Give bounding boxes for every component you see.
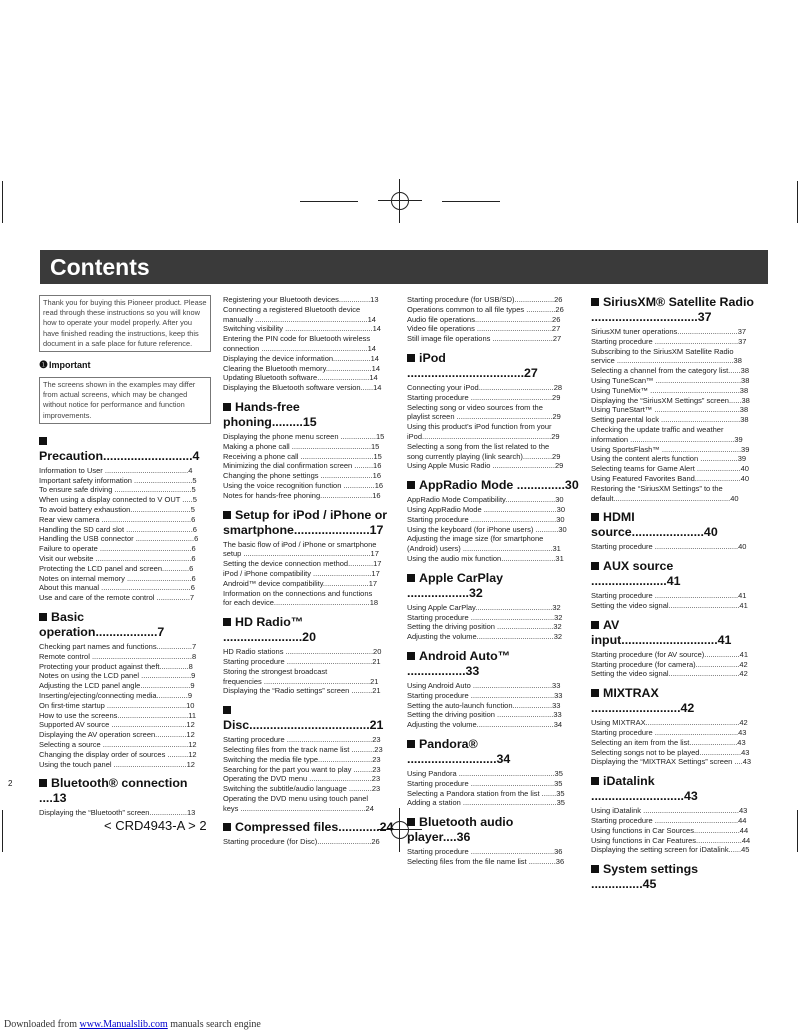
toc-entry[interactable]: Notes for hands-free phoning.........................16 xyxy=(223,490,381,500)
toc-entry[interactable]: Displaying the “Radio settings” screen ..........21 xyxy=(223,686,381,696)
toc-section xyxy=(591,862,763,892)
toc-entry[interactable]: Setting the video signal..................................42 xyxy=(591,669,748,679)
toc-entry[interactable]: Selecting a Pandora station from the list .......35 xyxy=(407,788,565,798)
toc-entry[interactable]: Displaying the “Bluetooth” screen..................13 xyxy=(39,808,196,818)
toc-entry[interactable]: Setting the driving position ...........................33 xyxy=(407,710,562,720)
toc-entry[interactable]: Starting procedure ........................................44 xyxy=(591,815,747,825)
square-bullet-icon xyxy=(591,621,599,629)
section-heading-text: Disc...................................21 xyxy=(223,718,384,733)
section-heading-text: Basic operation..................7 xyxy=(39,609,165,639)
rule-top-left xyxy=(300,201,358,202)
toc-entry[interactable]: Displaying the device information..................14 xyxy=(223,353,379,363)
toc-entry[interactable]: Starting procedure ........................................41 xyxy=(591,591,747,601)
toc-entry[interactable]: Starting procedure ........................................43 xyxy=(591,727,747,737)
toc-entry[interactable]: To avoid battery exhaustion.............................5 xyxy=(39,505,195,515)
toc-entry[interactable]: HD Radio stations ..........................................20 xyxy=(223,647,382,657)
footer-prefix: Downloaded from xyxy=(4,1019,80,1030)
toc-entry[interactable]: Displaying the AV operation screen...............12 xyxy=(39,730,195,740)
section-heading-text: Bluetooth® connection ....13 xyxy=(39,776,188,806)
toc-entry[interactable]: Starting procedure ........................................40 xyxy=(591,542,747,552)
toc-entry[interactable]: Using the voice recognition function ...............16 xyxy=(223,480,384,490)
intro-box: Thank you for buying this Pioneer product. Please read through these instructions so you will know how to operate your model properly. After you have finished reading the instructions, keep this document in a safe place for future reference. xyxy=(39,295,211,352)
toc-column-1 xyxy=(39,295,211,818)
toc-entry[interactable]: manually ......................................................14 xyxy=(223,314,376,324)
toc-entry[interactable]: Setting the video signal..................................41 xyxy=(591,600,748,610)
toc-entry[interactable]: Minimizing the dial confirmation screen .........16 xyxy=(223,461,382,471)
manualslib-link[interactable]: www.Manualslib.com xyxy=(79,1019,168,1030)
toc-entry[interactable]: On first-time startup ......................................10 xyxy=(39,700,195,710)
toc-section xyxy=(407,351,579,471)
toc-section xyxy=(39,776,211,818)
toc-entry[interactable]: frequencies ...................................................21 xyxy=(223,676,379,686)
toc-entry[interactable]: default........................................................40 xyxy=(591,493,739,503)
square-bullet-icon xyxy=(591,689,599,697)
toc-section xyxy=(591,618,763,679)
toc-entry[interactable]: song currently playing (link search)..............29 xyxy=(407,451,561,461)
toc-section xyxy=(223,295,395,393)
square-bullet-icon xyxy=(591,562,599,570)
section-heading[interactable] xyxy=(223,400,395,430)
section-heading-text: Hands-free phoning.........15 xyxy=(223,399,317,429)
toc-entry[interactable]: Using Android Auto ......................................33 xyxy=(407,680,561,690)
section-heading-text: Precaution..........................4 xyxy=(39,448,200,463)
toc-entry[interactable]: Adding a station .............................................35 xyxy=(407,798,565,808)
toc-entry[interactable]: Failure to operate ............................................6 xyxy=(39,544,196,554)
section-heading[interactable] xyxy=(223,820,395,835)
toc-entry[interactable]: Visit our website ..............................................6 xyxy=(39,554,196,563)
footer-suffix: manuals search engine xyxy=(167,1019,261,1030)
toc-section xyxy=(591,295,763,503)
toc-entry[interactable]: Starting procedure ........................................32 xyxy=(407,612,563,622)
toc-entry[interactable]: Checking the update traffic and weather xyxy=(591,424,724,434)
section-heading[interactable] xyxy=(39,610,211,640)
toc-entry[interactable]: information ..................................................39 xyxy=(591,434,743,444)
toc-entry[interactable]: Starting procedure ........................................35 xyxy=(407,778,563,788)
section-heading[interactable] xyxy=(591,510,763,540)
toc-entry[interactable]: Changing the phone settings .........................16 xyxy=(223,471,382,481)
toc-entry[interactable]: Connecting a registered Bluetooth device xyxy=(223,304,361,314)
section-heading-text: Android Auto™ .................33 xyxy=(407,648,511,678)
square-bullet-icon xyxy=(223,403,231,411)
toc-entry[interactable]: Important safety information ............................5 xyxy=(39,475,197,485)
square-bullet-icon xyxy=(407,481,415,489)
page-title: Contents xyxy=(40,250,768,284)
toc-entry[interactable]: Displaying the “MIXTRAX Settings” screen ....43 xyxy=(591,757,752,767)
toc-entry[interactable]: Information to User ........................................4 xyxy=(39,465,193,475)
toc-entry[interactable]: Protecting the LCD panel and screen.............6 xyxy=(39,563,194,573)
section-heading-text: System settings ...............45 xyxy=(591,862,699,892)
section-heading-text: Apple CarPlay ..................32 xyxy=(407,570,504,600)
crop-mark-right-top xyxy=(797,181,798,223)
square-bullet-icon xyxy=(407,652,415,660)
toc-entry[interactable]: Starting procedure (for Disc)..........................26 xyxy=(223,837,380,847)
toc-sections xyxy=(407,295,579,867)
toc-entry[interactable]: Using the keyboard (for iPhone users) ...........30 xyxy=(407,524,567,534)
toc-entry[interactable]: Clearing the Bluetooth memory......................14 xyxy=(223,363,381,373)
toc-column-2 xyxy=(223,295,395,847)
toc-entry[interactable]: Setting the driving position ...........................32 xyxy=(407,622,562,632)
toc-entry[interactable]: Supported AV source ....................................12 xyxy=(39,720,195,730)
registration-mark-top xyxy=(378,179,422,223)
square-bullet-icon xyxy=(39,613,47,621)
toc-entry[interactable]: The basic flow of iPod / iPhone or smartphone xyxy=(223,539,377,549)
square-bullet-icon xyxy=(591,865,599,873)
toc-section xyxy=(407,649,579,730)
square-bullet-icon xyxy=(223,511,231,519)
toc-column-4 xyxy=(591,295,763,894)
toc-entry[interactable]: Starting procedure ........................................37 xyxy=(591,336,747,346)
toc-entry[interactable]: Displaying the Bluetooth software version......14 xyxy=(223,383,382,393)
toc-entry[interactable]: Audio file operations.....................................26 xyxy=(407,314,561,324)
section-heading-text: HDMI source.....................40 xyxy=(591,510,718,540)
section-heading[interactable] xyxy=(591,686,763,716)
section-heading-text: AUX source ......................41 xyxy=(591,559,681,589)
crop-mark-left-bottom xyxy=(2,810,3,852)
section-heading[interactable] xyxy=(407,478,579,493)
toc-entry[interactable]: About this manual ...........................................6 xyxy=(39,583,195,593)
toc-entry[interactable]: Changing the display order of sources ..........12 xyxy=(39,749,197,759)
section-heading-text: Bluetooth audio player....36 xyxy=(407,815,514,845)
section-heading[interactable] xyxy=(591,862,763,892)
toc-entry[interactable]: Subscribing to the SiriusXM Satellite Radio xyxy=(591,346,734,356)
toc-entry[interactable]: Switching visibility ..........................................14 xyxy=(223,324,381,334)
toc-entry[interactable]: To ensure safe driving .....................................5 xyxy=(39,485,196,495)
toc-entry[interactable]: Adjusting the LCD panel angle........................9 xyxy=(39,681,195,691)
toc-entry[interactable]: Operating the DVD menu using touch panel xyxy=(223,793,369,803)
toc-entry[interactable]: Using the touch panel ...................................12 xyxy=(39,759,195,769)
toc-entry[interactable]: Selecting files from the file name list .............36 xyxy=(407,856,565,866)
toc-entry[interactable]: AppRadio Mode Compatibility........................30 xyxy=(407,495,564,505)
section-heading[interactable] xyxy=(407,649,579,679)
toc-entry[interactable]: Using Featured Favorites Band......................40 xyxy=(591,473,749,483)
toc-entry[interactable]: Using Apple CarPlay.....................................32 xyxy=(407,602,561,612)
toc-entry[interactable]: iPod / iPhone compatibility ............................17 xyxy=(223,568,380,578)
section-heading[interactable] xyxy=(223,508,395,538)
toc-entry[interactable]: Remote control ................................................8 xyxy=(39,651,197,661)
square-bullet-icon xyxy=(39,779,47,787)
toc-entry[interactable]: connection ...................................................14 xyxy=(223,343,376,353)
toc-entry[interactable]: Selecting a channel from the category list......38 xyxy=(591,366,750,376)
toc-entry[interactable]: Handling the USB connector ............................6 xyxy=(39,534,199,544)
download-footer xyxy=(4,1019,261,1030)
toc-entry[interactable]: Connecting your iPod....................................28 xyxy=(407,382,563,392)
toc-entry[interactable]: Rear view camera ...........................................6 xyxy=(39,514,196,524)
section-heading[interactable] xyxy=(407,571,579,601)
toc-entry[interactable]: setup .............................................................17 xyxy=(223,549,379,559)
section-heading-text: Pandora® ..........................34 xyxy=(407,736,511,766)
section-heading[interactable] xyxy=(591,774,763,804)
toc-column-3 xyxy=(407,295,579,867)
section-heading-text: SiriusXM® Satellite Radio ...............................37 xyxy=(591,295,754,324)
toc-entry[interactable]: (Android) users) ...........................................31 xyxy=(407,544,561,554)
section-heading[interactable] xyxy=(591,559,763,589)
square-bullet-icon xyxy=(407,818,415,826)
toc-entry[interactable]: Using TuneMix™ ...........................................38 xyxy=(591,385,749,395)
toc-entry[interactable]: Using Apple Music Radio ..............................29 xyxy=(407,461,564,471)
section-heading[interactable] xyxy=(407,351,579,381)
toc-entry[interactable]: Using this product’s iPod function from your xyxy=(407,422,552,432)
toc-entry[interactable]: Selecting song or video sources from the xyxy=(407,402,543,412)
toc-entry[interactable]: Using MIXTRAX.............................................42 xyxy=(591,718,748,728)
toc-entry[interactable]: Using iDatalink ..............................................43 xyxy=(591,806,748,816)
toc-entry[interactable]: Setting parental lock ......................................38 xyxy=(591,415,749,425)
toc-entry[interactable]: Selecting teams for Game Alert .....................40 xyxy=(591,464,749,474)
toc-entry[interactable]: Starting procedure .........................................30 xyxy=(407,514,565,524)
toc-entry[interactable]: Starting procedure .......................................29 xyxy=(407,392,561,402)
toc-entry[interactable]: Adjusting the volume.....................................32 xyxy=(407,632,563,642)
important-icon: ❶ xyxy=(39,360,48,372)
toc-entry[interactable]: Displaying the “SiriusXM Settings” screen......38 xyxy=(591,395,750,405)
toc-entry[interactable]: SiriusXM tuner operations.............................37 xyxy=(591,327,747,336)
document-code: < CRD4943-A > 2 xyxy=(104,818,207,833)
toc-section xyxy=(223,508,395,609)
toc-entry[interactable]: When using a display connected to V OUT .....5 xyxy=(39,495,197,505)
toc-entry[interactable]: Starting procedure (for USB/SD)...................26 xyxy=(407,295,563,304)
toc-entry[interactable]: Still image file operations .............................27 xyxy=(407,334,562,344)
toc-entry[interactable]: Starting procedure (for camera).....................42 xyxy=(591,659,748,669)
toc-entry[interactable]: Setting the device connection method............17 xyxy=(223,559,382,569)
toc-entry[interactable]: Information on the connections and functions xyxy=(223,588,373,598)
toc-section xyxy=(407,295,579,344)
section-heading-text: AppRadio Mode ..............30 xyxy=(419,478,579,493)
toc-entry[interactable]: Checking part names and functions.................7 xyxy=(39,641,197,651)
toc-entry[interactable]: Handling the SD card slot ................................6 xyxy=(39,524,197,534)
toc-entry[interactable]: Using TuneStart™ .........................................38 xyxy=(591,405,749,415)
toc-entry[interactable]: Updating Bluetooth software.........................14 xyxy=(223,373,378,383)
toc-entry[interactable]: How to use the screens..................................11 xyxy=(39,710,197,720)
section-heading[interactable] xyxy=(223,703,395,733)
toc-entry[interactable]: iPod..............................................................29 xyxy=(407,431,560,441)
toc-entry[interactable]: Switching the media file type..........................23 xyxy=(223,754,381,764)
toc-section xyxy=(223,703,395,813)
toc-entry[interactable]: Starting procedure .........................................23 xyxy=(223,735,381,745)
toc-sections xyxy=(223,295,395,847)
toc-section xyxy=(39,434,211,603)
toc-sections xyxy=(591,295,763,892)
toc-entry[interactable]: Starting procedure ........................................36 xyxy=(407,847,563,857)
important-label: Important xyxy=(48,360,91,371)
square-bullet-icon xyxy=(223,618,231,626)
toc-entry[interactable]: Selecting a source .........................................12 xyxy=(39,739,197,749)
square-bullet-icon xyxy=(407,354,415,362)
toc-entry[interactable]: Storing the strongest broadcast xyxy=(223,666,328,676)
page-number: 2 xyxy=(8,779,13,788)
toc-entry[interactable]: Entering the PIN code for Bluetooth wireless xyxy=(223,334,371,344)
toc-section xyxy=(591,774,763,855)
section-heading-text: AV input............................41 xyxy=(591,617,732,647)
square-bullet-icon xyxy=(407,740,415,748)
toc-entry[interactable]: Using Pandora ..............................................35 xyxy=(407,768,563,778)
toc-entry[interactable]: for each device..............................................18 xyxy=(223,598,379,608)
toc-entry[interactable]: Starting procedure ........................................33 xyxy=(407,690,563,700)
toc-entry[interactable]: Notes on using the LCD panel ........................9 xyxy=(39,671,196,681)
section-heading-text: Setup for iPod / iPhone or smartphone......................17 xyxy=(223,507,388,537)
toc-sections xyxy=(39,434,211,818)
toc-entry[interactable]: Restoring the “SiriusXM Settings” to the xyxy=(591,483,723,493)
section-heading-text: MIXTRAX ..........................42 xyxy=(591,686,695,716)
square-bullet-icon xyxy=(223,823,231,831)
square-bullet-icon xyxy=(39,437,47,445)
crop-mark-right-bottom xyxy=(797,810,798,852)
toc-entry[interactable]: Android™ device compatibility......................17 xyxy=(223,578,378,588)
crop-mark-left-top xyxy=(2,181,3,223)
toc-entry[interactable]: Selecting files from the track name list ...........23 xyxy=(223,744,383,754)
square-bullet-icon xyxy=(223,706,231,714)
toc-section xyxy=(223,820,395,847)
toc-entry[interactable]: Starting procedure (for AV source).................41 xyxy=(591,649,749,659)
toc-entry[interactable]: Using AppRadio Mode ...................................30 xyxy=(407,504,565,514)
toc-section xyxy=(407,478,579,564)
important-box: The screens shown in the examples may differ from actual screens, which may be changed without notice for performance and function improvements. xyxy=(39,377,211,424)
toc-entry[interactable]: Protecting your product against theft..............8 xyxy=(39,661,193,671)
toc-entry[interactable]: Displaying the phone menu screen .................15 xyxy=(223,431,385,441)
rule-top-right xyxy=(442,201,500,202)
toc-entry[interactable]: Adjusting the image size (for smartphone xyxy=(407,534,544,544)
toc-entry[interactable]: Displaying the setting screen for iDatalink......45 xyxy=(591,845,750,855)
toc-entry[interactable]: Using the content alerts function ..................39 xyxy=(591,454,747,464)
toc-entry[interactable]: Video file operations ....................................27 xyxy=(407,324,561,334)
section-heading-text: iPod ..................................27 xyxy=(407,350,538,380)
section-heading[interactable] xyxy=(591,295,763,325)
section-heading-text: iDatalink ...........................43 xyxy=(591,774,698,804)
section-heading-text: Compressed files............24 xyxy=(235,820,394,835)
toc-section xyxy=(407,737,579,808)
toc-entry[interactable]: Inserting/ejecting/connecting media...............9 xyxy=(39,690,192,700)
section-heading[interactable] xyxy=(407,815,579,845)
important-heading xyxy=(39,360,211,371)
square-bullet-icon xyxy=(591,513,599,521)
toc-entry[interactable]: Setting the auto-launch function...................33 xyxy=(407,700,561,710)
toc-entry[interactable]: Using SportsFlash™ ......................................39 xyxy=(591,444,750,454)
toc-entry[interactable]: Use and care of the remote control ................7 xyxy=(39,593,195,603)
toc-entry[interactable]: service ........................................................38 xyxy=(591,356,742,366)
toc-entry[interactable]: Adjusting the volume.....................................34 xyxy=(407,720,563,730)
toc-entry[interactable]: Selecting an item from the list.......................43 xyxy=(591,737,746,747)
toc-entry[interactable]: Starting procedure .........................................21 xyxy=(223,656,381,666)
toc-entry[interactable]: Registering your Bluetooth devices...............13 xyxy=(223,295,379,304)
section-heading[interactable] xyxy=(39,434,211,464)
toc-entry[interactable]: Switching the subtitle/audio language ...........23 xyxy=(223,784,381,794)
toc-entry[interactable]: Notes on internal memory ...............................6 xyxy=(39,573,196,583)
toc-section xyxy=(591,686,763,767)
toc-entry[interactable]: Receiving a phone call ...................................15 xyxy=(223,451,382,461)
toc-entry[interactable]: Using TuneScan™ .........................................38 xyxy=(591,375,750,385)
toc-entry[interactable]: Searching for the part you want to play .........23 xyxy=(223,764,381,774)
toc-section xyxy=(223,400,395,501)
toc-entry[interactable]: Operating the DVD menu ..............................23 xyxy=(223,774,381,784)
square-bullet-icon xyxy=(591,298,599,306)
toc-section xyxy=(407,815,579,867)
toc-entry[interactable]: Selecting a song from the list related to the xyxy=(407,441,550,451)
toc-entry[interactable]: Making a phone call ......................................15 xyxy=(223,441,380,451)
section-heading[interactable] xyxy=(223,615,395,645)
toc-entry[interactable]: Using functions in Car Sources......................44 xyxy=(591,825,749,835)
toc-section xyxy=(39,610,211,769)
toc-entry[interactable]: Using functions in Car Features......................44 xyxy=(591,835,751,845)
section-heading[interactable] xyxy=(591,618,763,648)
toc-section xyxy=(591,559,763,611)
toc-entry[interactable]: Selecting songs not to be played....................43 xyxy=(591,747,750,757)
toc-entry[interactable]: Using the audio mix function..........................31 xyxy=(407,553,564,563)
toc-section xyxy=(591,510,763,552)
square-bullet-icon xyxy=(591,777,599,785)
toc-section xyxy=(407,571,579,642)
toc-entry[interactable]: keys ............................................................24 xyxy=(223,803,374,813)
square-bullet-icon xyxy=(407,574,415,582)
toc-entry[interactable]: Operations common to all file types ..............26 xyxy=(407,304,564,314)
section-heading[interactable] xyxy=(39,776,211,806)
toc-entry[interactable]: playlist screen ..............................................29 xyxy=(407,412,561,422)
toc-section xyxy=(223,615,395,696)
section-heading[interactable] xyxy=(407,737,579,767)
section-heading-text: HD Radio™ .......................20 xyxy=(223,615,316,645)
